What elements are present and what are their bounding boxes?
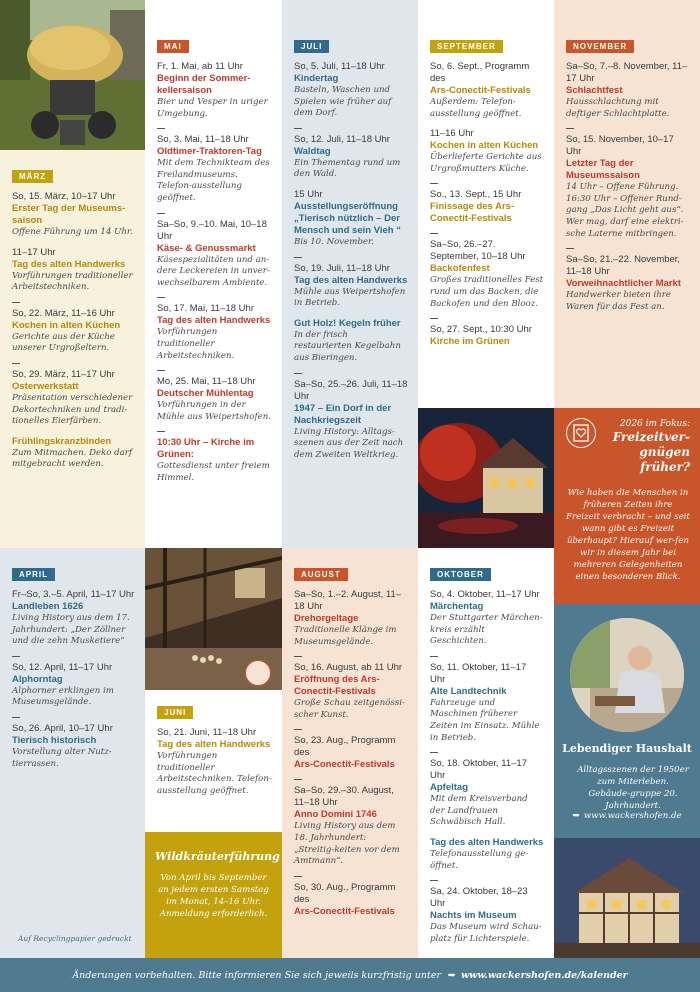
photo-barn-interior	[145, 548, 282, 690]
tag-maerz: MÄRZ	[12, 170, 53, 183]
event-november-1: Sa–So, 7.–8. November, 11–17 Uhr Schlachtfest Hausschlachtung mit deftiger Schlachtplatte.	[566, 61, 688, 119]
event-juli-6: Sa–So, 25.–26. Juli, 11–18 Uhr 1947 – Ein Dorf in der Nachkriegszeit Living History: Alltags-szenen aus der Zeit nach dem Zweiten Weltkrieg.	[294, 378, 408, 460]
event-august-3: So, 23. Aug., Programm des Ars-Conectit-Festivals	[294, 735, 396, 771]
photo-night-building	[418, 408, 554, 548]
event-juli-3: 15 Uhr Ausstellungseröffnung „Tierisch nützlich – Der Mensch und sein Vieh “ Bis 10. November.	[294, 188, 401, 247]
event-mai-2: So, 3. Mai, 11–18 Uhr Oldtimer-Traktoren-Tag Mit dem Technikteam des Freilandmuseums. Telefon-ausstellung geöffnet.	[157, 134, 270, 203]
haushalt-box	[554, 604, 700, 838]
event-september-5: So, 27. Sept., 10:30 Uhr Kirche im Grünen	[430, 324, 532, 348]
photo-man-portrait	[570, 618, 684, 732]
event-september-1: So, 6. Sept., Programm des Ars-Conectit-Festivals Außerdem: Telefon-ausstellung geöffnet.	[430, 61, 531, 119]
event-september-3: So., 13. Sept., 15 Uhr Finissage des Ars-Conectit-Festivals	[430, 189, 522, 225]
month-juli	[282, 0, 418, 548]
event-oktober-1: So, 4. Oktober, 11–17 Uhr Märchentag Der Stuttgarter Märchen-kreis erzählt Geschichten.	[430, 589, 543, 647]
heart-badge-icon	[245, 660, 271, 686]
event-april-1: Fr–So, 3.–5. April, 11–17 Uhr Landleben 1626 Living History aus dem 17. Jahrhundert: „Der Zöllner und die zehn Musketiere“	[12, 589, 135, 647]
tag-april: APRIL	[12, 568, 55, 581]
footer-link[interactable]: www.wackershofen.de/kalender	[460, 969, 628, 981]
haushalt-link[interactable]: www.wackershofen.de	[583, 810, 682, 821]
event-juni-1: So, 21. Juni, 11–18 Uhr Tag des alten Handwerks Vorführungen traditioneller Arbeitstechniken. Telefon-ausstellung geöffnet.	[157, 727, 272, 796]
event-mai-3: Sa–So, 9.–10. Mai, 10–18 Uhr Käse- & Genussmarkt Käsespezialitäten und an-dere Leckereien in unver-wechselbarem Ambiente.	[157, 218, 270, 288]
haushalt-title: Lebendiger Haushalt	[562, 742, 692, 755]
event-november-2: So, 15. November, 10–17 Uhr Letzter Tag der Museumssaison 14 Uhr – Offene Führung. 16:30 Uhr – Offener Rund-gang „Das Licht geht aus“. Wer mag, darf eine elektri-sche Laterne mitbringen.	[566, 134, 684, 239]
event-juli-1: So, 5. Juli, 11–18 Uhr Kindertag Basteln, Waschen und Spielen wie früher auf dem Dorf.	[294, 61, 392, 119]
event-maerz-2: 11–17 Uhr Tag des alten Handwerks Vorführungen traditioneller Arbeitstechniken.	[12, 246, 133, 293]
event-juli-5: Gut Holz! Kegeln früher In der frisch restaurierten Kegelbahn aus Bieringen.	[294, 317, 401, 363]
event-maerz-3: So, 22. März, 11–16 Uhr Kochen in alten Küchen Gerichte aus der Küche unserer Urgroßeltern.	[12, 307, 121, 354]
event-august-4: Sa–So, 29.–30. August, 11–18 Uhr Anno Domini 1746 Living History aus dem 18. Jahrhundert: „Streitig-keiten vor dem Amtmann“.	[294, 785, 400, 867]
tag-september: SEPTEMBER	[430, 40, 503, 53]
tag-oktober: OKTOBER	[430, 568, 491, 581]
footer-bar	[0, 958, 700, 992]
arrow-icon: ➥	[572, 810, 580, 820]
event-mai-5: Mo, 25. Mai, 11–18 Uhr Deutscher Mühlentag Vorführungen in der Mühle aus Weipertshofen.	[157, 376, 272, 422]
month-mai	[145, 0, 282, 548]
wildkraeuter-text: Von April bis September an jedem ersten Samstag im Monat, 14–16 Uhr. Anmeldung erforderlich.	[158, 873, 269, 919]
month-april	[0, 548, 145, 958]
event-november-3: Sa–So, 21.–22. November, 11–18 Uhr Vorweihnachtlicher Markt Handwerker bieten ihre Waren für das Fest an.	[566, 254, 681, 312]
event-august-2: So, 16. August, ab 11 Uhr Eröffnung des Ars-Conectit-Festivals Große Schau zeitgenössi-scher Kunst.	[294, 662, 405, 720]
event-oktober-4: Tag des alten Handwerks Telefonausstellung ge-öffnet.	[430, 836, 544, 871]
month-november	[554, 0, 700, 408]
month-maerz	[0, 150, 145, 548]
tag-juli: JULI	[294, 40, 329, 53]
event-maerz-4: So, 29. März, 11–17 Uhr Osterwerkstatt Präsentation verschiedener Dekortechniken und tradi-tionelles Eierfärben.	[12, 368, 133, 427]
tag-mai: MAI	[157, 40, 189, 53]
wildkraeuter-title: Wildkräuterführung	[155, 850, 280, 863]
event-september-4: Sa–So, 26.–27. September, 10–18 Uhr Backofenfest Großes traditionelles Fest rund um das Backen, die Backofen und den Blooz.	[430, 239, 544, 309]
fokus-box	[554, 408, 700, 604]
event-august-1: Sa–So, 1.–2. August, 11–18 Uhr Drehorgeltage Traditionelle Klänge im Museumsgelände.	[294, 589, 402, 647]
recycling-note: Auf Recyclingpapier gedruckt	[18, 934, 132, 943]
event-oktober-5: Sa, 24. Oktober, 18–23 Uhr Nachts im Museum Das Museum wird Schau-platz für Lichterspiele.	[430, 886, 542, 944]
photo-tractor-hay	[0, 0, 145, 150]
tag-juni: JUNI	[157, 706, 193, 719]
tag-november: NOVEMBER	[566, 40, 634, 53]
heart-card-icon	[566, 418, 596, 448]
month-september	[418, 0, 554, 408]
fokus-kicker: 2026 im Fokus:	[619, 419, 690, 429]
event-maerz-1: So, 15. März, 10–17 Uhr Erster Tag der Museums-saison Offene Führung um 14 Uhr.	[12, 191, 133, 237]
event-maerz-5: Frühlingskranzbinden Zum Mitmachen. Deko darf mitgebracht werden.	[12, 435, 133, 470]
haushalt-text: Alltagsszenen der 1950er zum Miterleben. Gebäude-gruppe 20. Jahrhundert.	[577, 765, 689, 811]
fokus-text: Wie haben die Menschen in früheren Zeiten ihre Freizeit verbracht – und seit wann gibt es Freizeit überhaupt? Hierauf wer-fen wir in diesem Jahr bei mehreren Gelegenheiten einen besonderen Blick.	[566, 488, 690, 582]
event-september-2: 11–16 Uhr Kochen in alten Küchen Überlieferte Gerichte aus Urgroßmutters Küche.	[430, 128, 542, 174]
event-august-5: So, 30. Aug., Programm des Ars-Conectit-Festivals	[294, 881, 396, 917]
month-juni	[145, 690, 282, 832]
month-august	[282, 548, 418, 958]
event-juli-4: So, 19. Juli, 11–18 Uhr Tag des alten Handwerks Mühle aus Weipertshofen in Betrieb.	[294, 262, 408, 309]
event-oktober-3: So, 18. Oktober, 11–17 Uhr Apfeltag Mit dem Kreisverband der Landfrauen Schwäbisch Hall.	[430, 758, 528, 828]
tag-august: AUGUST	[294, 568, 348, 581]
month-oktober	[418, 548, 554, 958]
event-april-2: So, 12. April, 11–17 Uhr Alphorntag Alphorner erklingen im Museumsgelände.	[12, 661, 114, 708]
event-mai-4: So, 17. Mai, 11–18 Uhr Tag des alten Handwerks Vorführungen traditioneller Arbeitstechniken.	[157, 303, 271, 361]
photo-halftimber-house	[554, 838, 700, 958]
event-april-3: So, 26. April, 10–17 Uhr Tierisch historisch Vorstellung alter Nutz-tierrassen.	[12, 722, 113, 769]
footer-arrow-icon: ➥	[447, 969, 455, 981]
event-oktober-2: So, 11. Oktober, 11–17 Uhr Alte Landtechnik Fahrzeuge und Maschinen früherer Zeiten im Einsatz. Mühle in Betrieb.	[430, 661, 540, 743]
fokus-title: Freizeitver-gnügen früher?	[612, 430, 690, 474]
event-mai-1: Fr, 1. Mai, ab 11 Uhr Beginn der Sommer-kellersaison Bier und Vesper in uriger Umgebung.	[157, 61, 268, 119]
wildkraeuter-box	[145, 832, 282, 958]
event-mai-6: 10:30 Uhr – Kirche im Grünen: Gottesdienst unter freiem Himmel.	[157, 437, 270, 483]
event-juli-2: So, 12. Juli, 11–18 Uhr Waldtag Ein Thementag rund um den Wald.	[294, 133, 401, 180]
footer-text: Änderungen vorbehalten. Bitte informieren Sie sich jeweils kurzfristig unter	[72, 969, 441, 981]
